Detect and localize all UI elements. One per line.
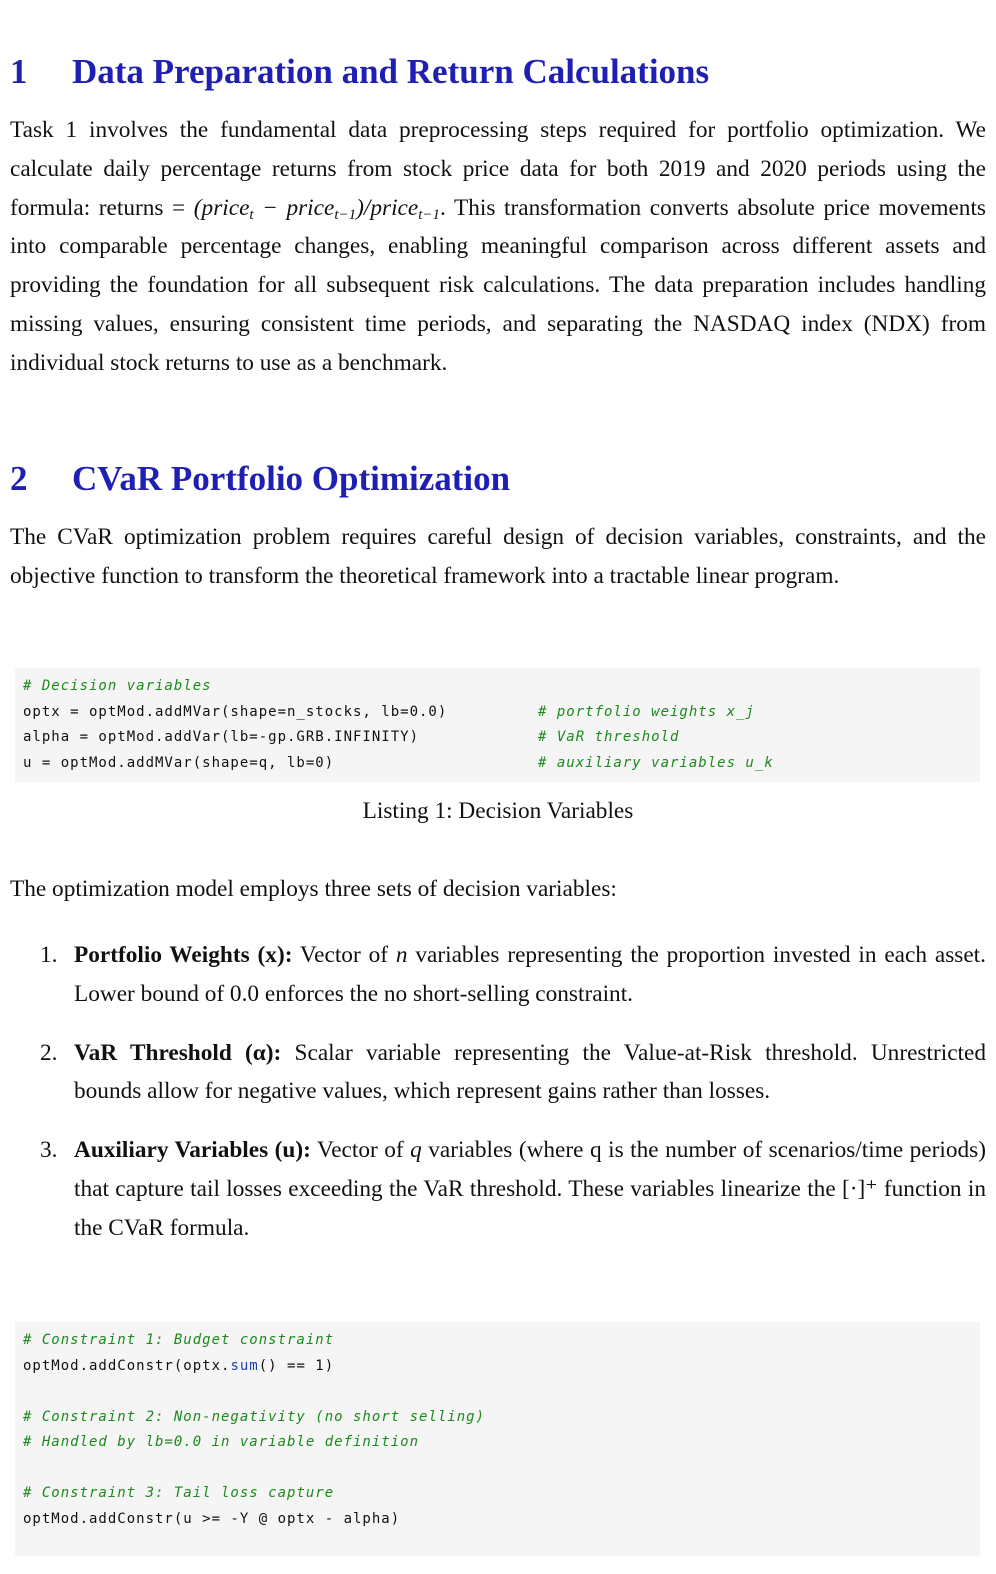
code-statement: optMod.addConstr(optx.	[23, 1357, 231, 1374]
list-text: Vector of	[292, 942, 396, 968]
paragraph-text: . This transformation converts absolute price movements into comparable percentage changes, enabling meaningful comparison across different assets and providing the foundation for all subsequent risk calculations. The data preparation includes handling missing values, ensuring consistent time periods, and separating the NASDAQ index (NDX) from individual stock returns to use as a benchmark.	[10, 194, 986, 376]
code-statement: () == 1)	[258, 1357, 335, 1374]
decision-variable-list	[40, 936, 986, 1268]
math-symbol: q	[410, 1137, 422, 1164]
list-text: variables representing the proportion invested in each asset. Lower bound of 0.0 enforces the no short-selling constraint.	[74, 942, 986, 1007]
section-number: 2	[10, 459, 28, 498]
code-line	[23, 1354, 980, 1380]
code-comment: # Constraint 2: Non-negativity (no short selling)	[23, 1408, 486, 1425]
list-marker: 2.	[40, 1039, 58, 1066]
code-comment: # Constraint 3: Tail loss capture	[23, 1485, 335, 1501]
code-statement: optx = optMod.addMVar(shape=n_stocks, lb=0.0)	[23, 703, 448, 720]
code-comment: # auxiliary variables u_k	[538, 754, 774, 771]
section-number: 1	[10, 52, 28, 91]
list-term: Portfolio Weights (x):	[74, 942, 293, 968]
list-marker: 1.	[40, 942, 58, 968]
list-term: Auxiliary Variables (u):	[74, 1137, 311, 1164]
code-line	[23, 700, 980, 726]
section-title: CVaR Portfolio Optimization	[72, 459, 511, 498]
code-keyword: sum	[230, 1357, 259, 1374]
code-comment: # Decision variables	[23, 678, 212, 694]
list-text: Scalar variable representing the Value-at-Risk threshold. Unrestricted bounds allow for negative values, which represent gains rather than losses.	[74, 1039, 986, 1105]
list-text: variables (where q is the number of scenarios/time periods) that capture tail losses exceeding the VaR threshold. These variables linearize the [·]⁺ function in the CVaR formula.	[74, 1137, 986, 1241]
code-line: optMod.addConstr(u >= -Y @ optx - alpha)	[23, 1510, 401, 1527]
list-text: Vector of	[310, 1137, 411, 1164]
code-comment: # VaR threshold	[538, 729, 680, 745]
paragraph-text: Task 1 involves the fundamental data preprocessing steps required for portfolio optimization. We calculate daily percentage returns from stock price data for both 2019 and 2020 periods using the formula: returns =	[10, 117, 986, 221]
math-symbol: n	[395, 942, 408, 968]
section-1-paragraph	[10, 111, 986, 383]
section-1-heading	[10, 52, 709, 92]
code-listing-constraints	[15, 1322, 980, 1556]
list-item	[40, 1131, 986, 1247]
code-listing-decision-variables	[15, 668, 980, 782]
blank-line	[23, 1379, 980, 1405]
code-statement: u = optMod.addMVar(shape=q, lb=0)	[23, 754, 335, 771]
list-item	[40, 936, 986, 1014]
code-line	[23, 725, 980, 751]
section-title: Data Preparation and Return Calculations	[72, 52, 710, 91]
code-line	[23, 751, 980, 777]
section-2-heading	[10, 459, 510, 499]
blank-line	[23, 1456, 980, 1482]
list-marker: 3.	[40, 1137, 58, 1164]
list-item	[40, 1034, 986, 1112]
code-comment: # Constraint 1: Budget constraint	[23, 1332, 335, 1348]
return-formula: (price$_t$ − price$_{t-1}$)/price$_{t-1}$	[193, 194, 441, 223]
variables-intro: The optimization model employs three sets of decision variables:	[10, 876, 617, 902]
code-comment: # Handled by lb=0.0 in variable definition	[23, 1434, 420, 1450]
listing-caption: Listing 1: Decision Variables	[362, 798, 634, 824]
code-statement: alpha = optMod.addVar(lb=-gp.GRB.INFINITY)	[23, 729, 420, 745]
code-comment: # portfolio weights x_j	[538, 703, 755, 720]
section-2-paragraph: The CVaR optimization problem requires careful design of decision variables, constraints, and the objective function to transform the theoretical framework into a tractable linear program.	[10, 524, 986, 589]
list-term: VaR Threshold (α):	[74, 1039, 282, 1066]
